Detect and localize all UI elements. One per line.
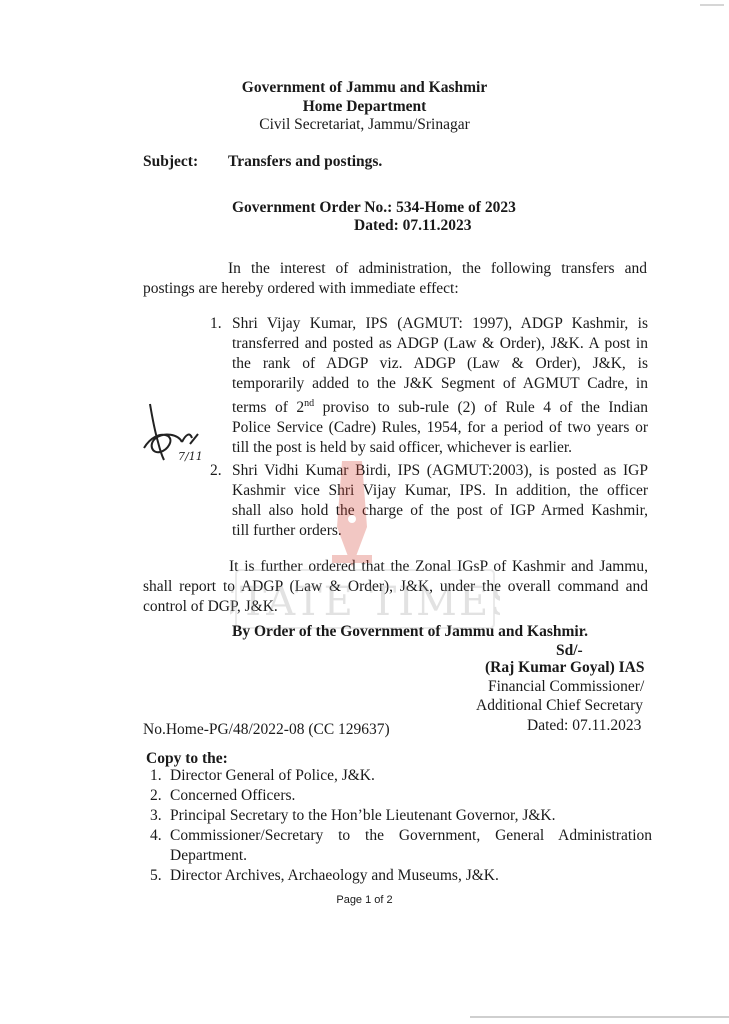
item-1-line: Police Service (Cadre) Rules, 1954, for a period of two years or <box>232 419 648 437</box>
further-line: It is further ordered that the Zonal IGsP of Kashmir and Jammu, <box>229 558 648 575</box>
copy-item: 4. Commissioner/Secretary to the Government, General Administration Department. <box>150 827 652 864</box>
handwritten-signature <box>138 398 218 468</box>
item-2-line: Shri Vidhi Kumar Birdi, IPS (AGMUT:2003), is posted as IGP <box>232 462 648 479</box>
signatory-name: (Raj Kumar Goyal) IAS <box>485 659 645 676</box>
intro-paragraph <box>143 259 647 299</box>
signatory-title-1: Financial Commissioner/ <box>488 678 645 695</box>
further-line: control of DGP, J&K. <box>143 598 278 615</box>
subject-text: Transfers and postings. <box>228 153 383 170</box>
intro-line-2: postings are hereby ordered with immediate effect: <box>143 280 459 297</box>
order-date: Dated: 07.11.2023 <box>354 217 472 234</box>
copy-item: 1. Director General of Police, J&K. <box>150 767 375 784</box>
item-2-line: shall also hold the charge of the post of IGP Armed Kashmir, <box>232 502 648 519</box>
copy-item: 5. Director Archives, Archaeology and Museums, J&K. <box>150 867 499 884</box>
item-1-line: temporarily added to the J&K Segment of AGMUT Cadre, in <box>232 375 648 392</box>
signatory-sd: Sd/- <box>556 642 583 659</box>
item-1-line: the rank of ADGP viz. ADGP (Law & Order), J&K, is <box>232 355 648 372</box>
copy-to-title: Copy to the: <box>146 750 228 767</box>
further-line: shall report to ADGP (Law & Order), J&K, under the overall command and <box>143 578 648 595</box>
copy-to-list <box>150 766 652 886</box>
copy-item: 2. Concerned Officers. <box>150 787 296 804</box>
header-address: Civil Secretariat, Jammu/Srinagar <box>259 116 470 133</box>
item-2-number: 2. <box>210 462 222 479</box>
item-2-line: Kashmir vice Shri Vijay Kumar, IPS. In addition, the officer <box>232 482 648 499</box>
watermark-text: TATE TIME <box>239 579 491 625</box>
signature-date: 7/11 <box>178 450 203 463</box>
by-order-line: By Order of the Government of Jammu and Kashmir. <box>232 623 589 640</box>
item-1-line-ordinal: terms of 2nd proviso to sub-rule (2) of Rule 4 of the Indian <box>232 398 648 417</box>
scan-edge-line <box>470 1016 729 1018</box>
scan-mark <box>700 4 724 6</box>
item-1-line: transferred and posted as ADGP (Law & Order), J&K. A post in <box>232 335 648 352</box>
copy-item: 3. Principal Secretary to the Hon’ble Lieutenant Governor, J&K. <box>150 807 556 824</box>
page-number: Page 1 of 2 <box>336 894 393 906</box>
signatory-date: Dated: 07.11.2023 <box>527 717 642 734</box>
item-2 <box>232 461 648 541</box>
header-department: Home Department <box>302 98 427 115</box>
header-government: Government of Jammu and Kashmir <box>241 79 488 96</box>
item-1-line: till the post is held by said officer, whichever is earlier. <box>232 439 573 457</box>
intro-line-1: In the interest of administration, the following transfers and <box>228 260 647 277</box>
further-paragraph <box>143 557 648 617</box>
item-1-line: Shri Vijay Kumar, IPS (AGMUT: 1997), ADGP Kashmir, is <box>232 315 648 332</box>
item-2-line: till further orders. <box>232 522 342 539</box>
item-1 <box>232 314 648 458</box>
signatory-title-2: Additional Chief Secretary <box>476 697 644 714</box>
item-1-number: 1. <box>210 315 222 332</box>
subject-label: Subject: <box>143 153 199 170</box>
order-number: Government Order No.: 534-Home of 2023 <box>232 199 516 216</box>
reference-number: No.Home-PG/48/2022-08 (CC 129637) <box>143 721 390 738</box>
